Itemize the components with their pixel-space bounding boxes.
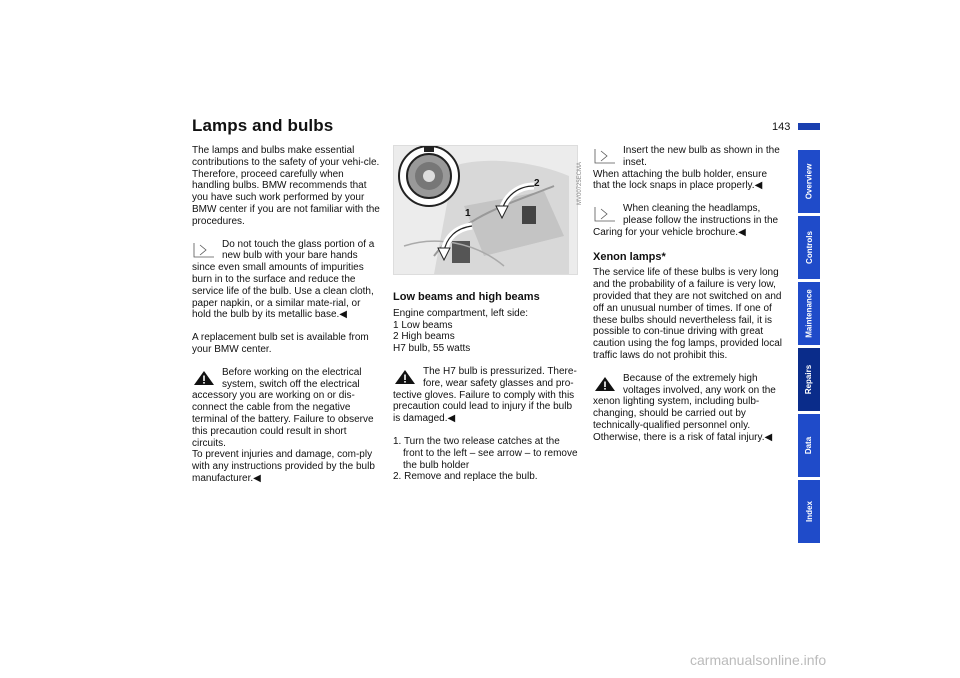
item-low-beams: 1 Low beams xyxy=(393,319,453,331)
warning-text: Before working on the electrical system, switch off the electrical accessory you are working on or dis-connect the cable from the negative terminal of the battery. Failure to observe this precaution could result in short circuits. xyxy=(192,366,374,449)
section-heading: Low beams and high beams xyxy=(393,291,540,303)
item-bulb-spec: H7 bulb, 55 watts xyxy=(393,343,471,355)
page-number: 143 xyxy=(772,121,791,133)
warning-block xyxy=(192,367,382,450)
page-marker xyxy=(798,123,820,130)
replacement-paragraph: A replacement bulb set is available from your BMW center. xyxy=(192,332,369,355)
figure-label-1: 1 xyxy=(465,208,471,219)
chapter-tabs xyxy=(798,150,820,546)
figure-label-2: 2 xyxy=(534,178,540,189)
column-1 xyxy=(192,145,382,485)
note-icon xyxy=(192,241,216,259)
note-block xyxy=(593,145,785,169)
tab-index[interactable]: Index xyxy=(798,480,820,543)
watermark: carmanualsonline.info xyxy=(690,652,827,668)
note-block xyxy=(192,239,382,322)
xenon-paragraph: The service life of these bulbs is very long and the probability of a failure is very low, provided that they are not switched on and off an unusual number of times. If one of these bulbs should nevertheless fail, it is possible to con-tinue driving with great caution using the fog lamps, provided local traffic laws do not prohibit this. xyxy=(593,267,783,361)
column-2 xyxy=(393,145,579,483)
figure-code: MV00725ECMA xyxy=(577,161,583,205)
note-text: Do not touch the glass portion of a new bulb with your bare hands since even small amounts of impurities burn in to the surface and reduce the service life of the bulb. Use a clean cloth, paper napkin, or a similar mate-rial, or hold the bulb by its metallic base.◀ xyxy=(192,238,375,321)
warning-text-continued: To prevent injuries and damage, com-ply with any instructions provided by the bulb manufacturer.◀ xyxy=(192,449,375,484)
headlamp-figure xyxy=(393,145,578,275)
tab-data[interactable]: Data xyxy=(798,414,820,477)
warning-icon xyxy=(393,368,417,386)
step-1: 1. Turn the two release catches at the front to the left – see arrow – to remove the bulb holder xyxy=(393,435,578,471)
warning-icon xyxy=(192,369,216,387)
intro-paragraph: The lamps and bulbs make essential contributions to the safety of your vehi-cle. Therefore, proceed carefully when handling bulbs. BMW recommends that you have such work performed by your BMW center if you are not familiar with the procedures. xyxy=(192,145,380,227)
warning-text: The H7 bulb is pressurized. There-fore, wear safety glasses and pro-tective gloves. Failure to comply with this precaution could lead to injury if the bulb is damaged.◀ xyxy=(393,365,577,425)
warning-icon xyxy=(593,375,617,393)
note-icon xyxy=(593,205,617,223)
note-block xyxy=(593,203,785,238)
step-2: 2. Remove and replace the bulb. xyxy=(393,471,538,483)
column-3 xyxy=(593,145,785,444)
warning-block xyxy=(593,373,785,444)
tab-maintenance[interactable]: Maintenance xyxy=(798,282,820,345)
bulb-holder-paragraph: When attaching the bulb holder, ensure that the lock snaps in place properly.◀ xyxy=(593,168,768,192)
tab-controls[interactable]: Controls xyxy=(798,216,820,279)
note-icon xyxy=(593,147,617,165)
warning-block xyxy=(393,366,579,425)
item-high-beams: 2 High beams xyxy=(393,331,455,343)
tab-overview[interactable]: Overview xyxy=(798,150,820,213)
section-heading: Xenon lamps* xyxy=(593,250,666,263)
page-title: Lamps and bulbs xyxy=(192,116,334,135)
note-text: Insert the new bulb as shown in the inset. xyxy=(623,145,780,168)
engine-bay-illustration xyxy=(394,146,577,274)
note-text: When cleaning the headlamps, please follow the instructions in the Caring for your vehicle brochure.◀ xyxy=(593,203,779,238)
tab-repairs[interactable]: Repairs xyxy=(798,348,820,411)
warning-text: Because of the extremely high voltages involved, any work on the xenon lighting system, including bulb-changing, should be carried out by technically-qualified personnel only. Otherwise, there is a risk of fatal injury.◀ xyxy=(593,372,776,443)
intro-line: Engine compartment, left side: xyxy=(393,307,529,319)
